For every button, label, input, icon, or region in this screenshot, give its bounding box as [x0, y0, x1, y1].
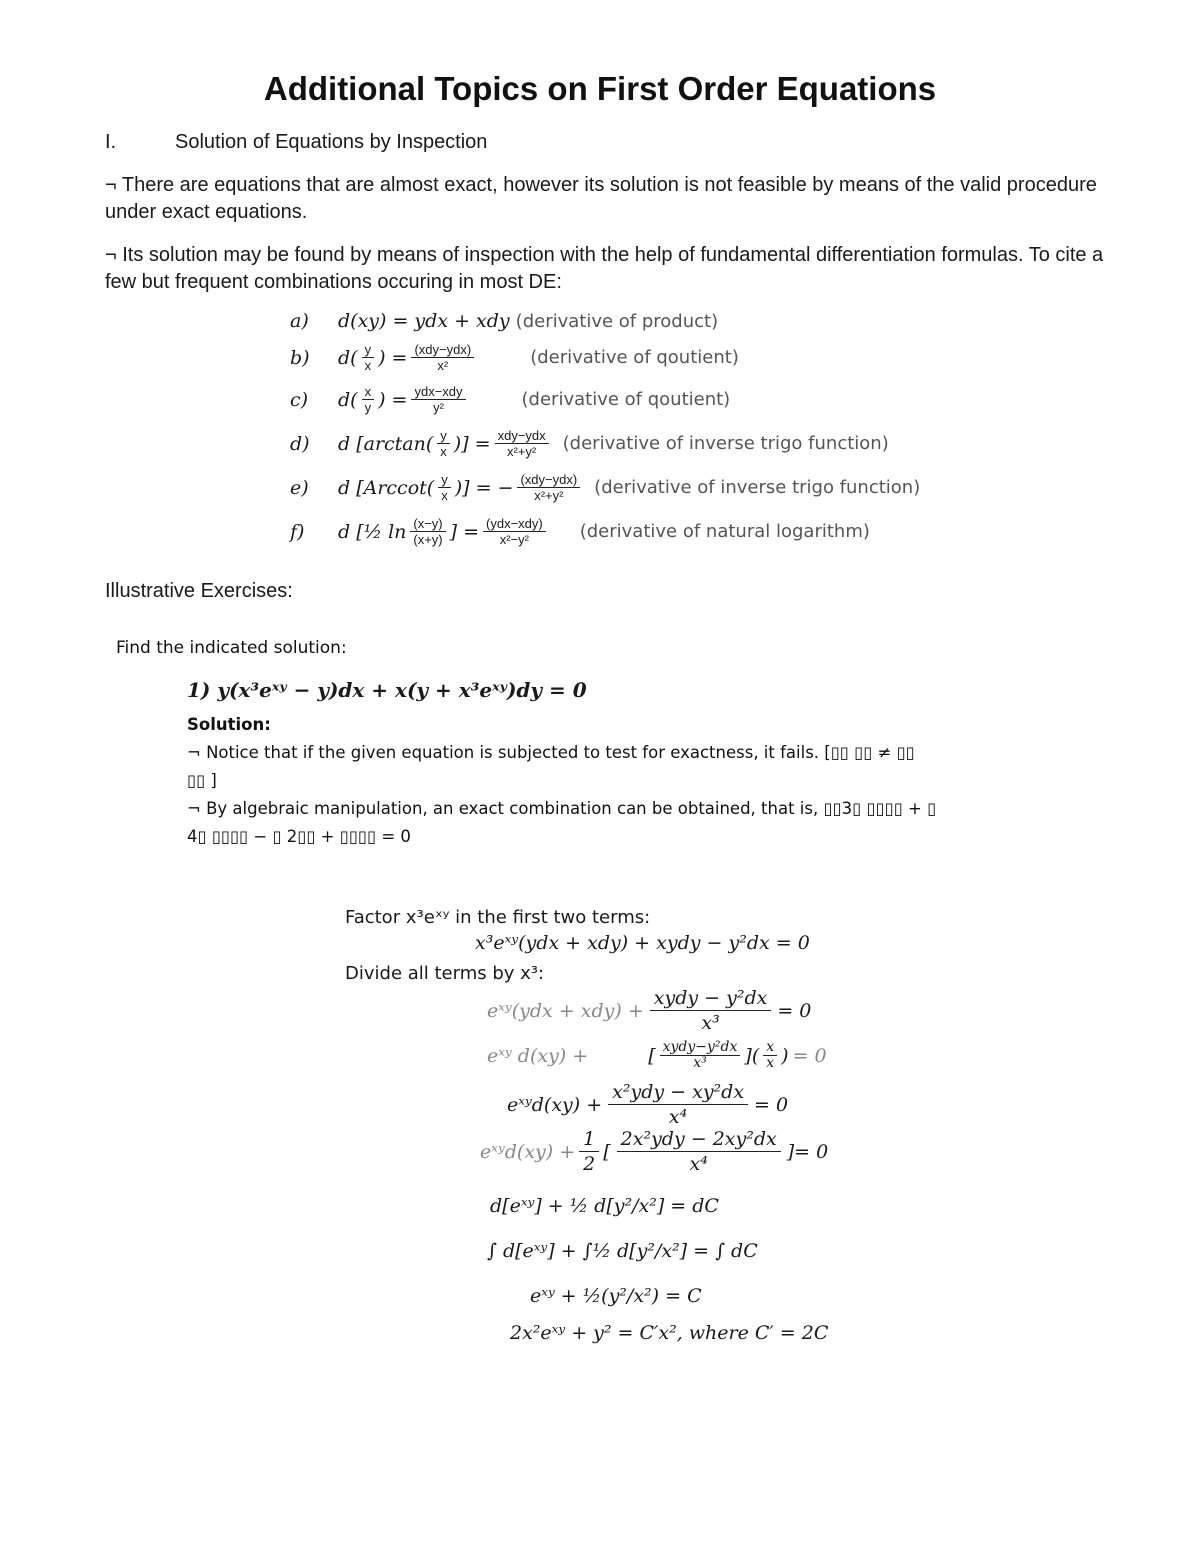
formula-f: f) d [½ ln $\frac{(x-y)}{(x+y)}$ ] = $\frac{\text{(ydx−xdy)}}{\text{x²−y²}}$ (derivative of natural logarithm) — [290, 516, 870, 547]
formula-label: c) — [290, 388, 309, 411]
formula-lhs-fraction: $\frac{x}{y}$ — [362, 384, 375, 415]
formula-lhs-fraction: $\frac{y}{x}$ — [362, 342, 375, 373]
formula-rhs-fraction: $\frac{\text{xdy−ydx}}{\text{x²+y²}}$ — [495, 428, 549, 459]
step-divided: eˣʸ(ydx + xdy) + xydy − y²dx x³ = 0 — [487, 987, 812, 1034]
find-heading: Find the indicated solution: — [116, 638, 347, 658]
formula-lhs-fraction: $\frac{y}{x}$ — [438, 472, 451, 503]
solution-label: Solution: — [187, 715, 271, 734]
step-factored: x³eˣʸ(ydx + xdy) + xydy − y²dx = 0 — [475, 932, 810, 954]
step-final-answer: 2x²eˣʸ + y² = C′x², where C′ = 2C — [510, 1322, 829, 1344]
solution-line-exactness-cont: ▯▯ ] — [187, 771, 217, 790]
solution-line-manipulation: ¬ By algebraic manipulation, an exact combination can be obtained, that is, ▯▯3▯ ▯▯▯▯ + ▯ — [187, 799, 937, 818]
paragraph-inspection: ¬ Its solution may be found by means of inspection with the help of fundamental differentiation formulas. To cite a few but frequent combinations occuring in most DE: — [105, 244, 1104, 293]
formula-description: (derivative of qoutient) — [530, 347, 739, 368]
formula-description: (derivative of inverse trigo function) — [594, 477, 921, 498]
solution-line-exactness: ¬ Notice that if the given equation is subjected to test for exactness, it fails. [▯▯ ▯▯ ≠ ▯▯ — [187, 743, 915, 762]
formula-c: c) d ( $\frac{x}{y}$ ) = $\frac{\text{ydx−xdy}}{\text{y²}}$ (derivative of qoutient) — [290, 384, 731, 415]
formula-label: f) — [290, 520, 305, 543]
formula-a — [290, 310, 718, 332]
formula-description: (derivative of natural logarithm) — [579, 521, 870, 542]
formula-label: e) — [290, 476, 309, 499]
formula-lhs: d [arctan — [338, 432, 426, 455]
step-differential: d[eˣʸ] + ½ d[y²/x²] = dC — [490, 1195, 719, 1217]
step-x4: eˣʸd(xy) + x²ydy − xy²dx x⁴ = 0 — [507, 1081, 789, 1128]
formula-lhs: d [Arccot — [338, 476, 427, 499]
problem-equation: 1) y(x³eˣʸ − y)dx + x(y + x³eˣʸ)dy = 0 — [187, 678, 587, 702]
formula-rhs-fraction: $\frac{\text{ydx−xdy}}{\text{y²}}$ — [411, 384, 465, 415]
formula-lhs-fraction: $\frac{y}{x}$ — [437, 428, 450, 459]
formula-label: a) — [290, 310, 309, 332]
page-title: Additional Topics on First Order Equations — [263, 70, 937, 107]
factor-label: Factor x³eˣʸ in the first two terms: — [345, 907, 651, 928]
divide-label: Divide all terms by x³: — [345, 963, 545, 984]
step-integrated: eˣʸ + ½(y²/x²) = C — [530, 1285, 702, 1307]
section-heading — [105, 131, 487, 154]
formula-description: (derivative of product) — [515, 310, 719, 332]
formula-label: d) — [290, 432, 310, 455]
formula-description: (derivative of qoutient) — [521, 389, 731, 410]
formula-lhs-fraction: $\frac{(x-y)}{(x+y)}$ — [410, 516, 445, 547]
formula-lhs: d — [338, 346, 351, 369]
formula-rhs-fraction: $\frac{\text{(xdy−ydx)}}{\text{x²}}$ — [411, 342, 474, 373]
step-product-quotient: eˣʸ d(xy) + [ $\frac{\text{xydy−y²dx}}{\text{x³}}$ ] ( $\frac{x}{x}$ ) = 0 — [487, 1039, 827, 1071]
formula-d: d) d [arctan ( $\frac{y}{x}$ )] = $\frac{\text{xdy−ydx}}{\text{x²+y²}}$ (derivative of inverse trigo function) — [290, 428, 889, 459]
formula-description: (derivative of inverse trigo function) — [562, 433, 889, 454]
paragraph-almost-exact: ¬ There are equations that are almost exact, however its solution is not feasible by means of the valid procedure under exact equations. — [105, 174, 1097, 223]
formula-e: e) d [Arccot ( $\frac{y}{x}$ )] = − $\frac{\text{(xdy−ydx)}}{\text{x²+y²}}$ (derivative of inverse trigo function) — [290, 472, 921, 503]
formula-b: b) d ( $\frac{y}{x}$ ) = $\frac{\text{(xdy−ydx)}}{\text{x²}}$ (derivative of qoutient) — [290, 342, 739, 373]
section-title: Solution of Equations by Inspection — [175, 131, 488, 153]
section-number: I. — [105, 131, 117, 153]
formula-rhs-fraction: $\frac{\text{(xdy−ydx)}}{\text{x²+y²}}$ — [517, 472, 580, 503]
formula-expression: d(xy) = ydx + xdy — [338, 310, 510, 332]
solution-line-manipulation-cont: 4▯ ▯▯▯▯ − ▯ 2▯▯ + ▯▯▯▯ = 0 — [187, 827, 411, 846]
formula-label: b) — [290, 346, 310, 369]
formula-rhs-fraction: $\frac{\text{(ydx−xdy)}}{\text{x²−y²}}$ — [483, 516, 546, 547]
step-integral: ∫ d[eˣʸ] + ∫½ d[y²/x²] = ∫ dC — [487, 1240, 758, 1262]
formula-lhs: d — [338, 388, 351, 411]
step-half: eˣʸd(xy) + $\frac{1}{2}$ [ 2x²ydy − 2xy²dx x⁴ ] = 0 — [480, 1128, 829, 1175]
illustrative-heading: Illustrative Exercises: — [105, 580, 293, 602]
formula-lhs: d [½ ln — [338, 520, 407, 543]
